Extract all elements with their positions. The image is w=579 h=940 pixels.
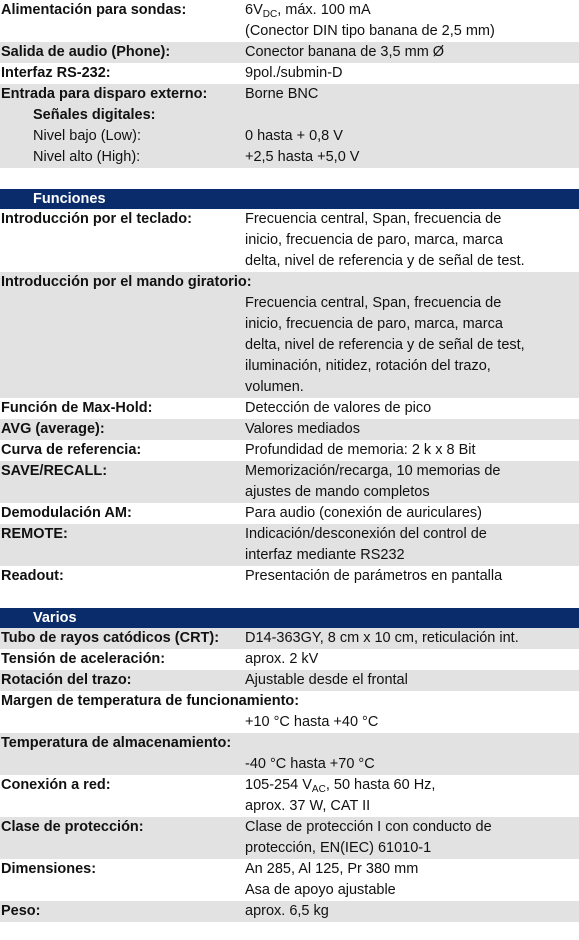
spec-value-line: Clase de protección I con conducto de [245,819,492,835]
spec-row [0,649,579,670]
spec-row [0,733,579,775]
spec-row-probe-power [0,0,579,42]
spec-value-line: aprox. 6,5 kg [245,903,329,919]
spec-value-line: delta, nivel de referencia y de señal de test, [245,337,525,353]
spec-label: AVG (average): [1,421,105,437]
spec-label: Interfaz RS-232: [1,65,111,81]
spec-label: Clase de protección: [1,819,144,835]
spec-value-line: aprox. 2 kV [245,651,319,667]
spec-value [245,649,579,670]
spec-row [0,503,579,524]
spec-row [0,901,579,922]
spec-value-line: Asa de apoyo ajustable [245,882,396,898]
spec-label: Nivel bajo (Low): [33,128,141,144]
spec-label: Temperatura de almacenamiento: [1,735,232,751]
spec-value [245,670,579,691]
spec-label: Conexión a red: [1,777,111,793]
spec-value: 0 hasta + 0,8 V [245,128,343,144]
spec-row [0,670,579,691]
spec-row [0,524,579,566]
spec-value-line: D14-363GY, 8 cm x 10 cm, reticulación int. [245,630,519,646]
spec-value [245,901,579,922]
funciones-table [0,209,579,587]
spec-row-digital-heading [0,105,579,126]
section-header-funciones: Funciones [0,189,579,209]
spec-value [245,859,579,901]
spec-value [245,566,579,587]
spec-value-line: Frecuencia central, Span, frecuencia de [245,295,502,311]
spec-label: Alimentación para sondas: [1,2,187,18]
varios-table [0,628,579,922]
spec-row-audio-out [0,42,579,63]
spec-row [0,419,579,440]
spec-value-line: Memorización/recarga, 10 memorias de [245,463,501,479]
spec-value [245,419,579,440]
spec-value-line: Indicación/desconexión del control de [245,526,487,542]
spec-label: Nivel alto (High): [33,149,141,165]
spec-value [245,209,579,272]
spec-label: Tubo de rayos catódicos (CRT): [1,630,220,646]
spec-row-ext-trigger [0,84,579,105]
spec-value-line: inicio, frecuencia de paro, marca, marca [245,232,503,248]
spec-value-line: Frecuencia central, Span, frecuencia de [245,211,502,227]
spec-value [245,775,579,817]
spec-row [0,859,579,901]
spec-value [245,440,579,461]
spec-value-line: Presentación de parámetros en pantalla [245,568,503,584]
spec-label: Curva de referencia: [1,442,142,458]
spec-label: Introducción por el teclado: [1,211,192,227]
spec-value [245,461,579,503]
spec-value-line: Profundidad de memoria: 2 k x 8 Bit [245,442,476,458]
spec-label: REMOTE: [1,526,68,542]
spec-value: 9pol./submin-D [245,65,343,81]
spec-row-rs232 [0,63,579,84]
spec-value-line: Para audio (conexión de auriculares) [245,505,482,521]
spec-value [245,817,579,859]
spec-row [0,691,579,733]
section-header-varios: Varios [0,608,579,628]
spec-value-line: Ajustable desde el frontal [245,672,408,688]
spec-row [0,775,579,817]
spec-label: Dimensiones: [1,861,97,877]
spec-value-line: volumen. [245,379,304,395]
spec-label: Demodulación AM: [1,505,132,521]
spec-row-level-low [0,126,579,147]
spec-value-line: aprox. 37 W, CAT II [245,798,371,814]
spec-label: Introducción por el mando giratorio: [1,274,252,290]
spec-value [245,628,579,649]
spec-row [0,817,579,859]
spec-value-line: 105-254 $V_{AC}$, 50 hasta 60 Hz, [245,777,436,795]
spec-value: Conector banana de 3,5 mm Ø [245,44,445,60]
spec-label: Peso: [1,903,41,919]
spec-value: Borne BNC [245,86,319,102]
spec-value [245,0,579,42]
spec-row-level-high [0,147,579,168]
spec-label: Rotación del trazo: [1,672,132,688]
spec-value: +2,5 hasta +5,0 V [245,149,360,165]
spec-value-line: +10 °C hasta +40 °C [245,714,379,730]
spec-value-line: interfaz mediante RS232 [245,547,405,563]
spec-value-line: iluminación, nitidez, rotación del trazo, [245,358,491,374]
spec-value-line: Detección de valores de pico [245,400,432,416]
spec-label: Readout: [1,568,64,584]
probe-connector-line: (Conector DIN tipo banana de 2,5 mm) [245,23,495,39]
spec-row [0,628,579,649]
spec-label: SAVE/RECALL: [1,463,108,479]
spec-row [0,461,579,503]
spec-value-line: An 285, Al 125, Pr 380 mm [245,861,419,877]
probe-voltage-line: $6V_{DC}$, máx. 100 mA [245,2,371,20]
spec-row [0,440,579,461]
spec-label: Tensión de aceleración: [1,651,166,667]
digital-signals-heading: Señales digitales: [33,107,156,123]
spec-value-line: delta, nivel de referencia y de señal de test. [245,253,525,269]
spec-row [0,566,579,587]
spec-label: Función de Max-Hold: [1,400,153,416]
spec-value-line: -40 °C hasta +70 °C [245,756,375,772]
spec-value [245,503,579,524]
spec-row [0,209,579,272]
spec-row [0,272,579,398]
spec-value [245,524,579,566]
section-gap [0,587,579,608]
section-gap [0,168,579,189]
spec-row [0,398,579,419]
spec-label: Margen de temperatura de funcionamiento: [1,693,300,709]
spec-value [245,398,579,419]
spec-value-line: inicio, frecuencia de paro, marca, marca [245,316,503,332]
spec-value-line: ajustes de mando completos [245,484,430,500]
spec-label: Salida de audio (Phone): [1,44,171,60]
spec-value-line: protección, EN(IEC) 61010-1 [245,840,432,856]
spec-label: Entrada para disparo externo: [1,86,208,102]
spec-value-line: Valores mediados [245,421,360,437]
